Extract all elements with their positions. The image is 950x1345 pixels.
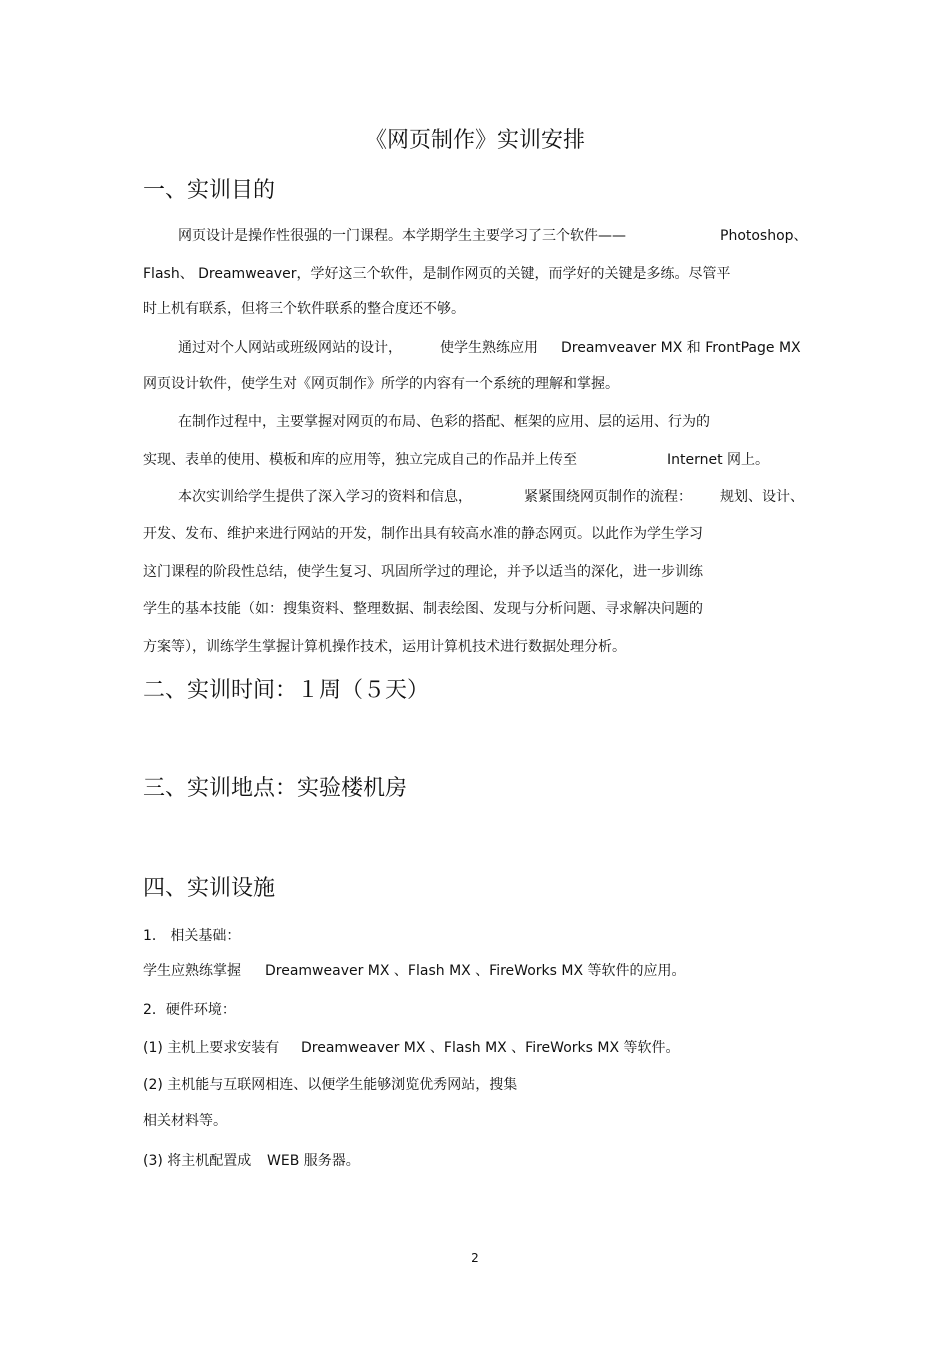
- section-heading-purpose: 一、实训目的: [143, 178, 276, 203]
- paragraph-line: [143, 450, 577, 470]
- list-item-label: 2．硬件环境：: [143, 1002, 236, 1018]
- text-span: 使学生熟练应用: [440, 340, 538, 356]
- paragraph-line: [524, 487, 692, 507]
- paragraph-line: (2) 主机能与互联网相连、以便学生能够浏览优秀网站，搜集: [143, 1077, 518, 1093]
- paragraph-line: 时上机有联系，但将三个软件联系的整合度还不够。: [143, 301, 465, 317]
- text-span: (3) 将主机配置成: [143, 1153, 252, 1169]
- text-span: (1) 主机上要求安装有: [143, 1040, 280, 1056]
- text-span: WEB 服务器。: [267, 1153, 360, 1169]
- paragraph-line: [143, 961, 241, 981]
- text-span: Photoshop、: [720, 228, 808, 244]
- paragraph-line: [720, 487, 804, 507]
- paragraph-line: 学生的基本技能（如：搜集资料、整理数据、制表绘图、发现与分析问题、寻求解决问题的: [143, 601, 703, 617]
- paragraph-line: 方案等），训练学生掌握计算机操作技术，运用计算机技术进行数据处理分析。: [143, 639, 626, 655]
- paragraph-line: 这门课程的阶段性总结，使学生复习、巩固所学过的理论，并予以适当的深化，进一步训练: [143, 564, 703, 580]
- text-span: Dreamweaver MX 、Flash MX 、FireWorks MX 等软件的应用。: [265, 963, 686, 979]
- paragraph-line: [178, 487, 472, 507]
- paragraph-line: [267, 1151, 360, 1171]
- text-span: 实现、表单的使用、模板和库的应用等，独立完成自己的作品并上传至: [143, 452, 577, 468]
- paragraph-line: 相关材料等。: [143, 1113, 227, 1129]
- paragraph-line: 开发、发布、维护来进行网站的开发，制作出具有较高水准的静态网页。以此作为学生学习: [143, 526, 703, 542]
- paragraph-line: [178, 226, 626, 246]
- text-span: Dreamweaver MX 、Flash MX 、FireWorks MX 等软件。: [301, 1040, 680, 1056]
- paragraph-line: [143, 1151, 251, 1171]
- paragraph-line: [440, 338, 538, 358]
- paragraph-line: [265, 961, 686, 981]
- text-span: 通过对个人网站或班级网站的设计，: [178, 340, 402, 356]
- list-item-label: 1． 相关基础：: [143, 928, 241, 944]
- paragraph-line: [143, 1038, 279, 1058]
- paragraph-line: [667, 450, 769, 470]
- page-number: 2: [471, 1251, 479, 1265]
- paragraph-line: 网页设计软件，使学生对《网页制作》所学的内容有一个系统的理解和掌握。: [143, 376, 619, 392]
- document-title: 《网页制作》实训安排: [364, 128, 585, 153]
- paragraph-line: [301, 1038, 680, 1058]
- text-span: 本次实训给学生提供了深入学习的资料和信息，: [178, 489, 472, 505]
- text-span: 网页设计是操作性很强的一门课程。本学期学生主要学习了三个软件——: [178, 228, 626, 244]
- text-span: Internet 网上。: [667, 452, 770, 468]
- paragraph-line: [561, 338, 801, 358]
- paragraph-line: [720, 226, 808, 246]
- text-span: 学生应熟练掌握: [143, 963, 241, 979]
- section-heading-time: 二、实训时间：１周（５天）: [143, 678, 430, 703]
- text-span: 紧紧围绕网页制作的流程：: [524, 489, 692, 505]
- section-heading-facilities: 四、实训设施: [143, 876, 276, 901]
- text-span: Dreamveaver MX 和 FrontPage MX: [561, 340, 801, 356]
- paragraph-line: [178, 338, 402, 358]
- paragraph-line: 在制作过程中，主要掌握对网页的布局、色彩的搭配、框架的应用、层的运用、行为的: [178, 414, 710, 430]
- paragraph-line: Flash、 Dreamweaver，学好这三个软件，是制作网页的关键，而学好的关键是多练。尽管平: [143, 266, 731, 282]
- section-heading-location: 三、实训地点：实验楼机房: [143, 776, 408, 801]
- text-span: 规划、设计、: [720, 489, 804, 505]
